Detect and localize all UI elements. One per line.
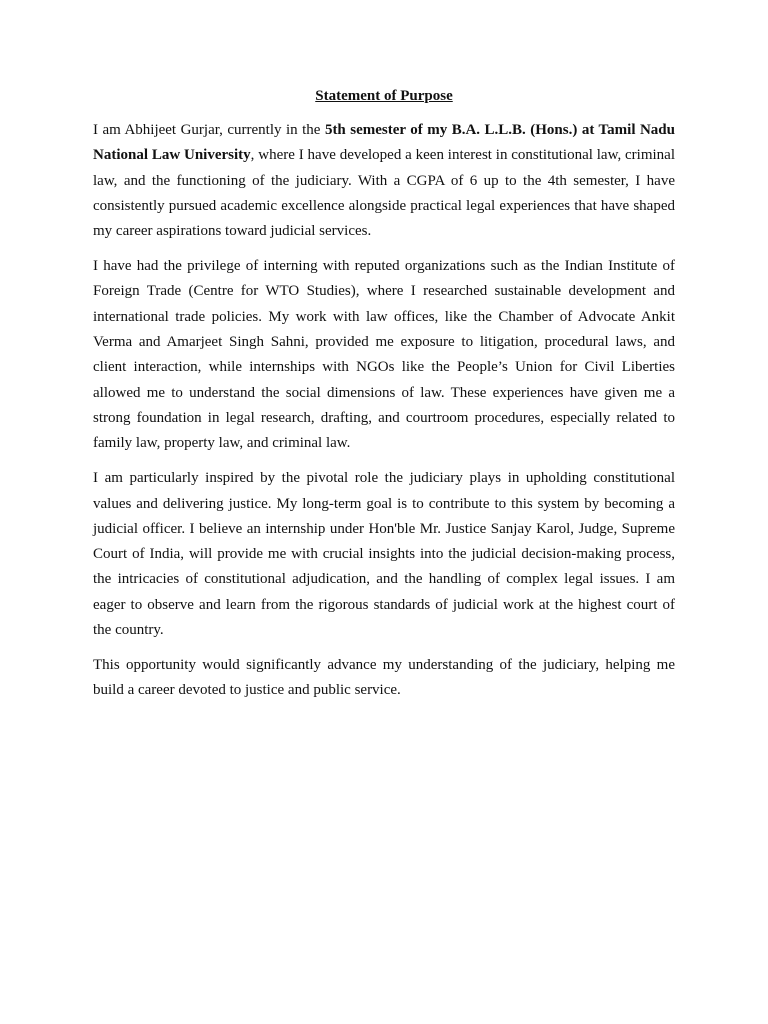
paragraph-intro [93, 118, 675, 244]
paragraph-conclusion [93, 653, 675, 704]
paragraph-intro-bold-text: 5th semester of my B.A. L.L.B. (Hons.) at Tamil Nadu National Law University [93, 122, 675, 164]
paragraph-internships [93, 254, 675, 456]
paragraph-internships-text: I have had the privilege of interning with reputed organizations such as the Indian Institute of Foreign Trade (Centre for WTO Studies), where I researched sustainable development and international trade policies. My work with law offices, like the Chamber of Advocate Ankit Verma and Amarjeet Singh Sahni, provided me exposure to litigation, procedural laws, and client interaction, while internships with NGOs like the People’s Union for Civil Liberties allowed me to understand the social dimensions of law. These experiences have given me a strong foundation in legal research, drafting, and courtroom procedures, especially related to family law, property law, and criminal law. [93, 258, 675, 452]
paragraph-motivation [93, 466, 675, 643]
paragraph-conclusion-text: This opportunity would significantly advance my understanding of the judiciary, helping me build a career devoted to justice and public service. [93, 657, 675, 699]
document-title: Statement of Purpose [315, 88, 453, 104]
paragraph-intro-text: I am Abhijeet Gurjar, currently in the [93, 122, 325, 138]
document-page [93, 84, 675, 713]
paragraph-intro-text-continued: , where I have developed a keen interest in constitutional law, criminal law, and the functioning of the judiciary. With a CGPA of 6 up to the 4th semester, I have consistently pursued academic excellence alongside practical legal experiences that have shaped my career aspirations toward judicial services. [93, 147, 676, 240]
paragraph-motivation-text: I am particularly inspired by the pivotal role the judiciary plays in upholding constitutional values and delivering justice. My long-term goal is to contribute to this system by becoming a judicial officer. I believe an internship under Hon'ble Mr. Justice Sanjay Karol, Judge, Supreme Court of India, will provide me with crucial insights into the judicial decision-making process, the intricacies of constitutional adjudication, and the handling of complex legal issues. I am eager to observe and learn from the rigorous standards of judicial work at the highest court of the country. [93, 470, 675, 639]
